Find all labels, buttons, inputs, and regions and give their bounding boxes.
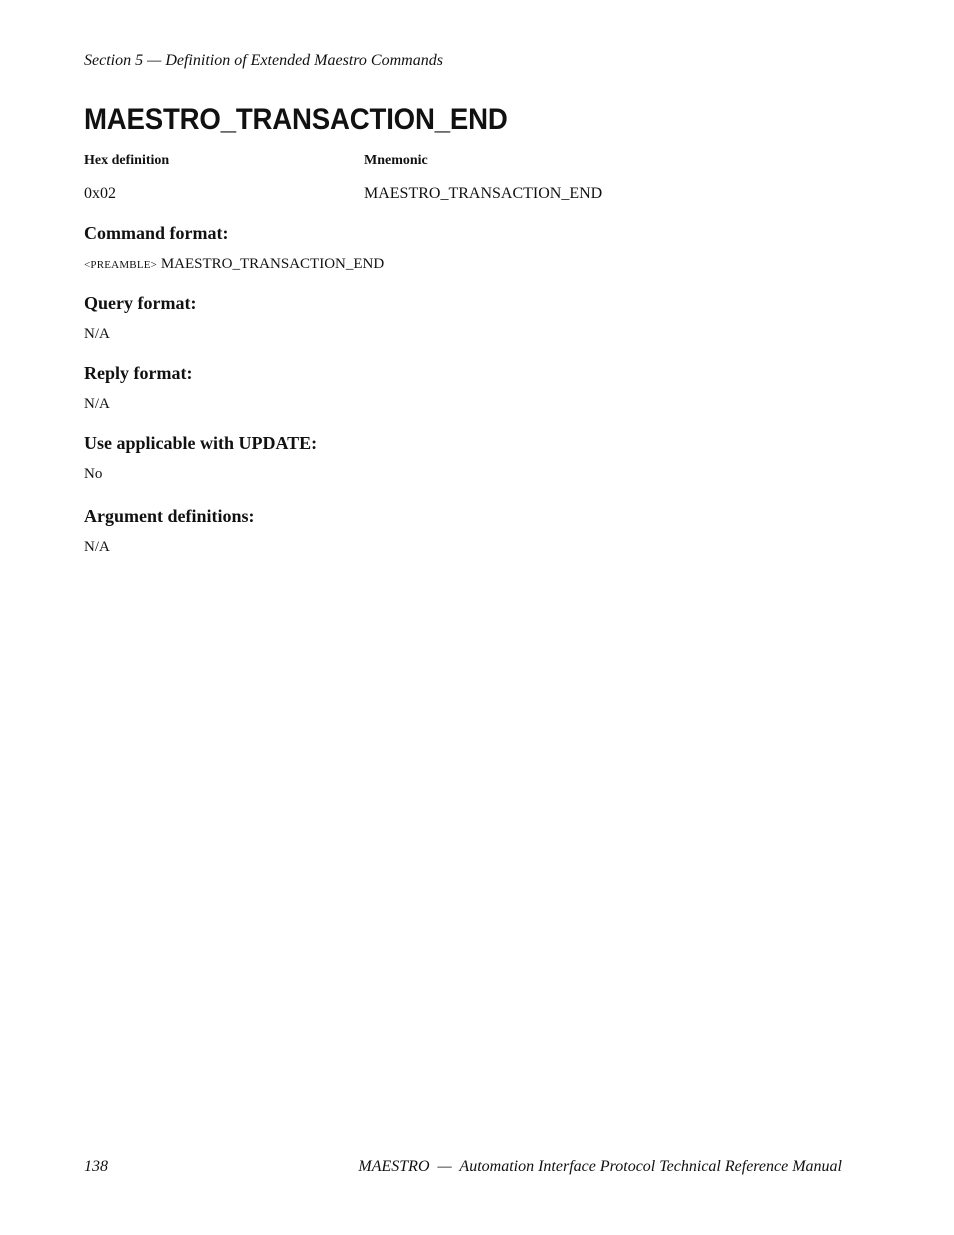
argument-definitions-heading: Argument definitions: (84, 506, 255, 526)
page-number: 138 (84, 1158, 108, 1175)
preamble-token: <PREAMBLE> (84, 259, 158, 271)
footer-manual-title: MAESTRO — Automation Interface Protocol Technical Reference Manual (358, 1158, 842, 1175)
argument-definitions-value: N/A (84, 539, 110, 555)
hex-definition-label: Hex definition (84, 153, 170, 168)
query-format-heading: Query format: (84, 293, 197, 313)
command-format-body (84, 255, 384, 275)
update-value: No (84, 466, 103, 482)
reply-format-heading: Reply format: (84, 363, 193, 383)
mnemonic-label: Mnemonic (364, 153, 428, 168)
reply-format-value: N/A (84, 396, 110, 412)
running-header: Section 5 — Definition of Extended Maestro Commands (84, 52, 443, 69)
query-format-value: N/A (84, 326, 110, 342)
command-format-value: MAESTRO_TRANSACTION_END (160, 256, 385, 272)
page-title: MAESTRO_TRANSACTION_END (84, 103, 508, 136)
hex-definition-value: 0x02 (84, 185, 116, 202)
command-format-heading: Command format: (84, 223, 229, 243)
mnemonic-value: MAESTRO_TRANSACTION_END (364, 185, 603, 202)
update-heading: Use applicable with UPDATE: (84, 433, 318, 453)
